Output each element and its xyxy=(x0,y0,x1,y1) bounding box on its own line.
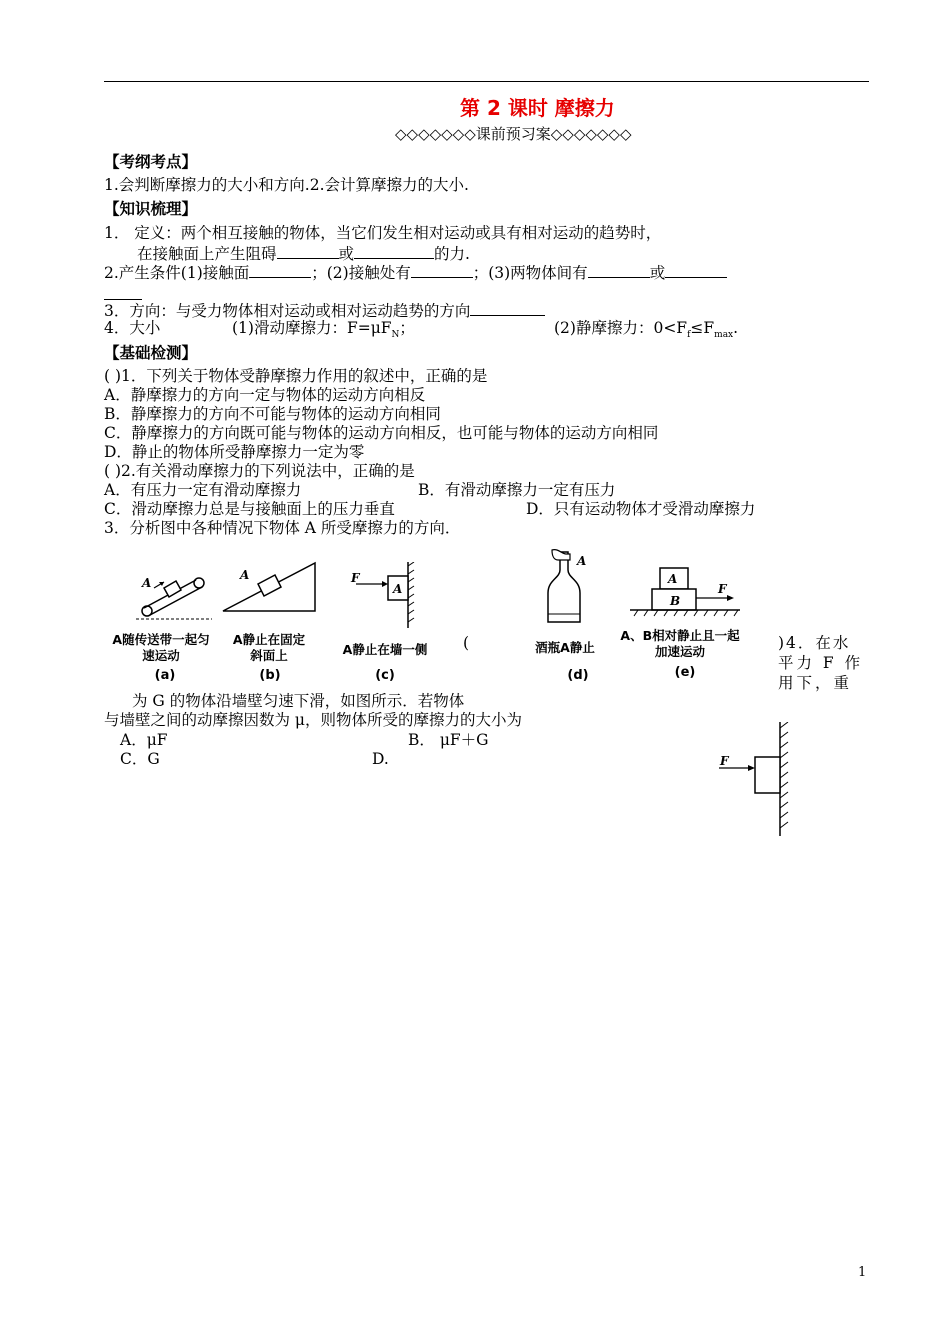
q4-force-label: F xyxy=(720,754,729,768)
condition-line xyxy=(104,262,727,283)
formula-subscript: N xyxy=(391,330,400,341)
q2-option-a[interactable]: A．有压力一定有滑动摩擦力 xyxy=(104,481,302,499)
definition-line1: 1． 定义：两个相互接触的物体，当它们发生相对运动或具有相对运动的趋势时， xyxy=(104,224,662,242)
blank-line[interactable] xyxy=(277,243,339,259)
figure-b-letter: A xyxy=(240,568,250,582)
figure-d-caption: 酒瓶A静止 xyxy=(535,640,595,655)
q2-option-d[interactable]: D．只有运动物体才受滑动摩擦力 xyxy=(526,500,756,518)
page-title: 第 2 课时 摩擦力 xyxy=(460,96,615,120)
q4-option-a[interactable]: A．μF xyxy=(120,731,168,749)
figure-c-label: (c) xyxy=(375,668,395,683)
q3-stem: 3．分析图中各种情况下物体 A 所受摩擦力的方向． xyxy=(104,519,461,537)
definition-end: 的力. xyxy=(434,245,470,263)
q1-option-d[interactable]: D．静止的物体所受静摩擦力一定为零 xyxy=(104,443,365,461)
q2-option-c[interactable]: C．滑动摩擦力总是与接触面上的压力垂直 xyxy=(104,500,395,518)
q1-option-b[interactable]: B．静摩擦力的方向不可能与物体的运动方向相同 xyxy=(104,405,441,423)
figure-e-label: (e) xyxy=(674,665,696,680)
figure-d-bottle xyxy=(540,548,600,628)
q1-option-c[interactable]: C．静摩擦力的方向既可能与物体的运动方向相反，也可能与物体的运动方向相同 xyxy=(104,424,659,442)
q4-option-c[interactable]: C．G xyxy=(120,750,160,768)
blank-line[interactable] xyxy=(411,262,473,278)
figure-a-letter: A xyxy=(142,576,152,590)
figure-d-label: (d) xyxy=(567,668,589,683)
q1-option-a[interactable]: A．静摩擦力的方向一定与物体的运动方向相反 xyxy=(104,386,426,404)
figure-e-letter-b: B xyxy=(670,594,681,608)
page-number: 1 xyxy=(858,1265,867,1280)
figure-b-caption: A静止在固定斜面上 xyxy=(232,632,306,663)
condition-text-4: 或 xyxy=(649,264,666,282)
figure-e-caption: A、B相对静止且一起加速运动 xyxy=(620,628,740,659)
section-heading-kaogang: 【考纲考点】 xyxy=(104,153,198,171)
definition-line2 xyxy=(137,243,470,264)
condition-text-3: ；(3)两物体间有 xyxy=(472,264,588,282)
figure-c-caption: A静止在墙一侧 xyxy=(342,642,428,657)
q4-side-line3: 用下，重 xyxy=(778,674,853,692)
q4-text-line1: 为 G 的物体沿墙壁匀速下滑，如图所示．若物体 xyxy=(132,692,465,710)
figure-e-stacked-blocks xyxy=(630,566,745,622)
direction-line xyxy=(104,300,545,321)
condition-text-1: 2.产生条件(1)接触面 xyxy=(104,264,250,282)
formula-text: (1)滑动摩擦力：F=μF xyxy=(232,319,392,337)
section-heading-jichu: 【基础检测】 xyxy=(104,344,198,362)
figure-c-letter: A xyxy=(393,582,403,596)
blank-line[interactable] xyxy=(354,243,434,259)
formula-text: (2)静摩擦力：0<F xyxy=(554,319,688,337)
q2-option-b[interactable]: B．有滑动摩擦力一定有压力 xyxy=(418,481,616,499)
kaogang-text: 1.会判断摩擦力的大小和方向.2.会计算摩擦力的大小. xyxy=(104,176,469,194)
blank-line[interactable] xyxy=(249,262,311,278)
q4-text-line2: 与墙壁之间的动摩擦因数为 μ，则物体所受的摩擦力的大小为 xyxy=(104,711,523,729)
header-rule xyxy=(104,81,869,82)
figure-d-letter: A xyxy=(577,554,587,568)
formula-mid: ≤F xyxy=(690,319,715,337)
formula-end: . xyxy=(733,319,739,337)
q1-stem: ( )1．下列关于物体受静摩擦力作用的叙述中，正确的是 xyxy=(104,367,488,385)
sliding-friction-formula xyxy=(232,319,415,345)
section-heading-zhishi: 【知识梳理】 xyxy=(104,200,198,218)
formula-subscript: f xyxy=(687,330,691,341)
blank-line[interactable] xyxy=(588,262,650,278)
q4-paren[interactable]: ( xyxy=(463,634,470,652)
blank-line[interactable] xyxy=(665,262,727,278)
blank-line[interactable] xyxy=(470,300,545,316)
section-banner: ◇◇◇◇◇◇◇课前预习案◇◇◇◇◇◇◇ xyxy=(395,125,632,143)
definition-text: 在接触面上产生阻碍 xyxy=(137,245,277,263)
direction-text: 3．方向：与受力物体相对运动或相对运动趋势的方向 xyxy=(104,302,471,320)
q4-option-b[interactable]: B． μF＋G xyxy=(408,731,489,749)
figure-b-label: (b) xyxy=(259,668,281,683)
q4-option-d[interactable]: D. xyxy=(372,750,389,768)
figure-c-force-label: F xyxy=(351,571,360,585)
figure-e-force-label: F xyxy=(718,582,727,596)
condition-text-2: ；(2)接触处有 xyxy=(311,264,411,282)
q4-side-line1: )4．在水 xyxy=(778,634,851,652)
q2-stem: ( )2.有关滑动摩擦力的下列说法中，正确的是 xyxy=(104,462,415,480)
figure-e-letter-a: A xyxy=(668,572,678,586)
figure-a-caption: A随传送带一起匀速运动 xyxy=(112,632,210,663)
figure-b-incline xyxy=(220,560,320,615)
blank-line[interactable] xyxy=(104,284,142,300)
formula-subscript: max xyxy=(714,330,734,341)
q4-side-line2: 平力 F 作 xyxy=(778,654,864,672)
size-title: 4．大小 xyxy=(104,319,161,337)
q4-wall-diagram xyxy=(715,722,797,836)
static-friction-formula xyxy=(554,319,738,345)
figure-a-label: (a) xyxy=(154,668,176,683)
definition-or: 或 xyxy=(338,245,355,263)
formula-end: ； xyxy=(399,319,415,337)
